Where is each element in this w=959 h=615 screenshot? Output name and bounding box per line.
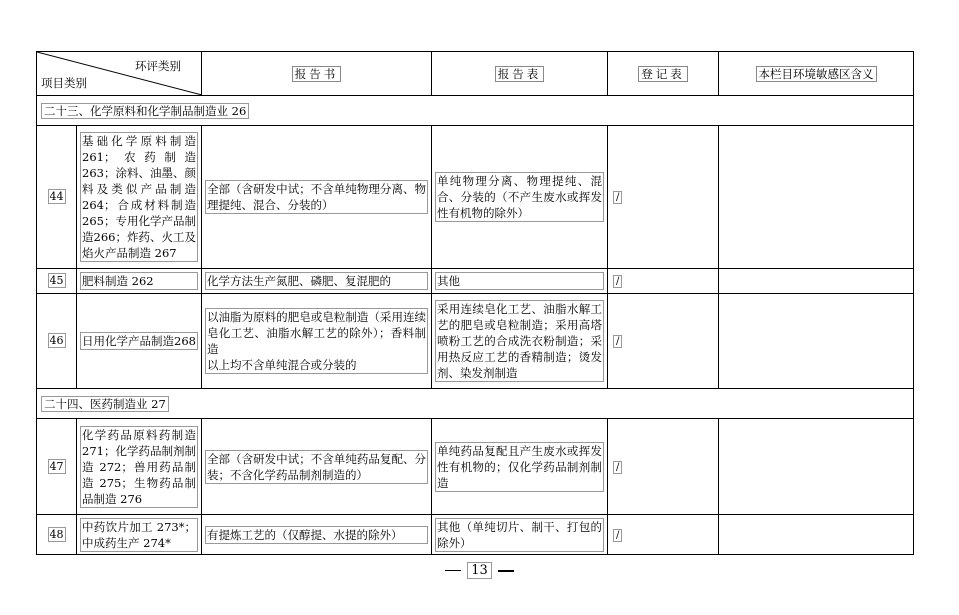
sensitive-area-cell (719, 126, 914, 269)
report-book-criteria: 有提炼工艺的（仅醇提、水提的除外） (205, 526, 428, 544)
sensitive-area-cell (719, 294, 914, 389)
sensitive-area-cell (719, 419, 914, 515)
footer-dash-right (498, 570, 514, 572)
report-form-criteria: 单纯药品复配且产生废水或挥发性有机物的；仅化学药品制剂制造 (437, 443, 602, 490)
diagonal-header-cell (37, 52, 202, 96)
registration-value: / (613, 335, 622, 348)
header-project-category: 项目类别 (41, 76, 87, 90)
report-book-criteria: 全部（含研发中试；不含单纯物理分离、物理提纯、混合、分装的） (207, 182, 426, 212)
report-book-criteria: 化学方法生产氮肥、磷肥、复混肥的 (205, 272, 428, 290)
classification-table (36, 51, 914, 555)
sensitive-area-cell (719, 515, 914, 555)
table-row (37, 294, 914, 389)
report-form-criteria: 单纯物理分离、物理提纯、混合、分装的（不产生废水或挥发性有机物的除外） (437, 174, 602, 220)
report-form-criteria: 采用连续皂化工艺、油脂水解工艺的肥皂或皂粒制造；采用高塔喷粉工艺的合成洗衣粉制造；采用热反应工艺的香精制造；烫发剂、染发剂制造 (437, 302, 602, 380)
sensitive-area-cell (719, 269, 914, 294)
row-number: 46 (49, 334, 64, 347)
table-row (37, 419, 914, 515)
report-form-criteria: 其他 (435, 272, 604, 290)
section-title: 二十四、医药制造业 27 (41, 396, 169, 412)
project-category: 日用化学产品制造268 (80, 332, 198, 350)
table-header-row (37, 52, 914, 96)
registration-value: / (613, 275, 622, 288)
section-row-24 (37, 389, 914, 419)
report-book-criteria: 全部（含研发中试；不含单纯药品复配、分装；不含化学药品制剂制造的） (207, 451, 426, 482)
table-row (37, 515, 914, 555)
report-form-criteria: 其他（单纯切片、制干、打包的除外） (437, 519, 602, 550)
project-category: 化学药品原料药制造271；化学药品制剂制造 272；兽用药品制造 275；生物药品制品制造 276 (82, 427, 196, 506)
header-env-category: 环评类别 (135, 59, 181, 73)
project-category: 基础化学原料制造261；农药制造 263；涂料、油墨、颜料及类似产品制造 264；合成材料制造 265；专用化学产品制造266；炸药、火工及焰火产品制造 267 (82, 134, 196, 260)
document-page (36, 51, 913, 555)
table-row (37, 269, 914, 294)
page-number: 13 (467, 562, 492, 579)
registration-value: / (613, 191, 622, 204)
section-title: 二十三、化学原料和化学制品制造业 26 (41, 103, 249, 119)
header-report-book: 报告书 (202, 52, 432, 96)
registration-value: / (613, 461, 622, 474)
table-row (37, 126, 914, 269)
section-row-23 (37, 96, 914, 126)
footer-dash-left (445, 570, 461, 571)
header-sensitive-area: 本栏目环境敏感区含义 (719, 52, 914, 96)
project-category: 肥料制造 262 (80, 272, 198, 290)
row-number: 45 (49, 274, 64, 287)
row-number: 47 (49, 459, 64, 473)
header-registration: 登记表 (608, 52, 719, 96)
header-report-form: 报告表 (432, 52, 608, 96)
report-book-criteria: 以油脂为原料的肥皂或皂粒制造（采用连续皂化工艺、油脂水解工艺的除外）；香料制造 以上均不含单纯混合或分装的 (207, 310, 426, 372)
row-number: 48 (49, 527, 64, 541)
project-category: 中药饮片加工 273*；中成药生产 274* (82, 519, 196, 550)
registration-value: / (613, 529, 622, 542)
row-number: 44 (49, 190, 64, 203)
page-footer (0, 563, 959, 578)
